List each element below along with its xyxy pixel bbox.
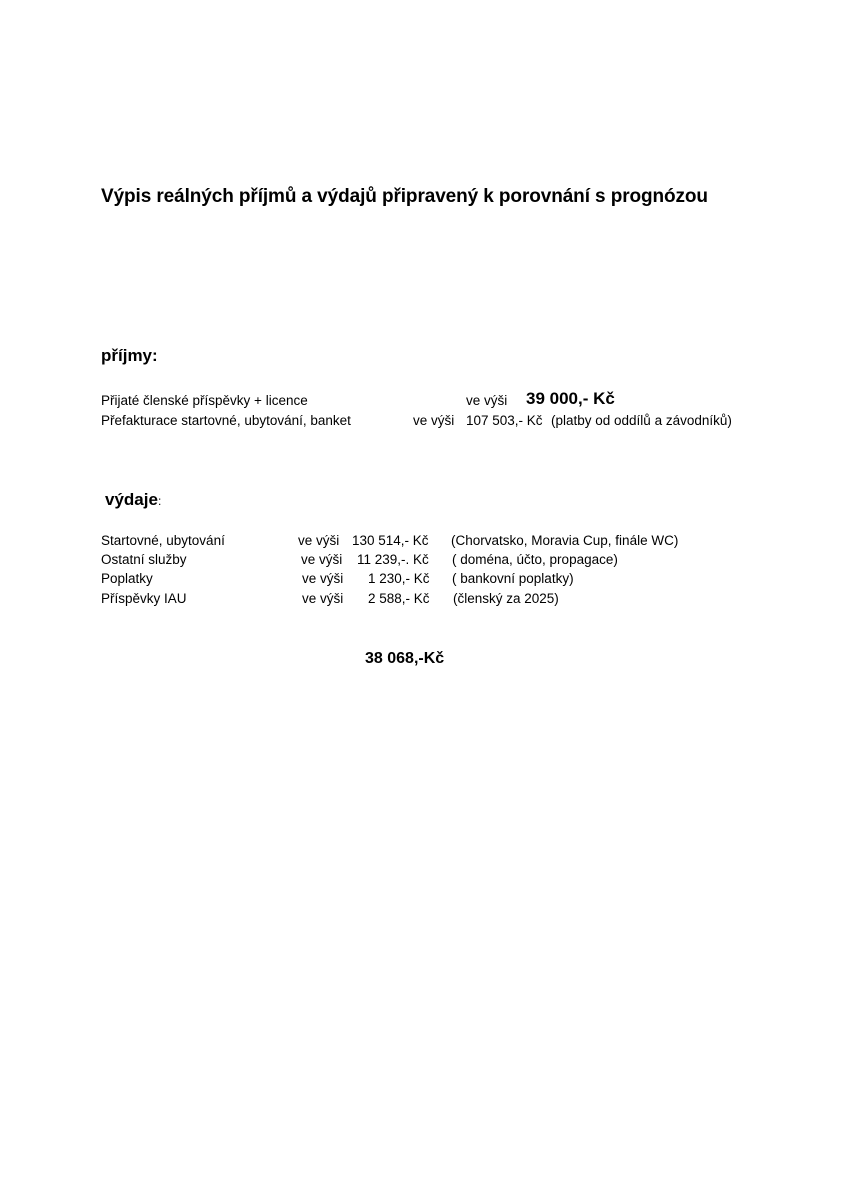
expense-prefix: ve výši bbox=[298, 533, 340, 548]
income-row bbox=[0, 411, 849, 431]
expense-label: Poplatky bbox=[101, 571, 153, 586]
expense-amount: 2 588,- Kč bbox=[368, 591, 430, 606]
income-row bbox=[0, 391, 849, 411]
income-amount: 39 000,- Kč bbox=[526, 389, 615, 408]
expense-note: (Chorvatsko, Moravia Cup, finále WC) bbox=[451, 533, 679, 548]
expense-prefix: ve výši bbox=[302, 591, 344, 606]
income-heading: příjmy: bbox=[101, 346, 158, 365]
expense-label: Startovné, ubytování bbox=[101, 533, 225, 548]
expense-label: Příspěvky IAU bbox=[101, 591, 187, 606]
income-label: Přijaté členské příspěvky + licence bbox=[101, 393, 308, 408]
expense-amount: 1 230,- Kč bbox=[368, 571, 430, 586]
expense-amount: 11 239,-. Kč bbox=[357, 552, 429, 567]
expense-amount: 130 514,- Kč bbox=[352, 533, 429, 548]
income-prefix: ve výši bbox=[413, 413, 455, 428]
expense-row bbox=[0, 589, 849, 609]
expenses-heading-colon: : bbox=[157, 494, 162, 508]
expense-note: (členský za 2025) bbox=[453, 591, 559, 606]
expense-row bbox=[0, 569, 849, 589]
expense-note: ( bankovní poplatky) bbox=[452, 571, 574, 586]
expenses-heading-text: výdaje bbox=[105, 490, 158, 509]
expense-label: Ostatní služby bbox=[101, 552, 187, 567]
income-note: (platby od oddílů a závodníků) bbox=[551, 413, 732, 428]
expense-row bbox=[0, 550, 849, 570]
expense-row bbox=[0, 531, 849, 551]
total-balance: 38 068,-Kč bbox=[365, 650, 445, 667]
page-title: Výpis reálných příjmů a výdajů připravený k porovnání s prognózou bbox=[101, 186, 708, 207]
expense-prefix: ve výši bbox=[301, 552, 343, 567]
income-amount: 107 503,- Kč bbox=[466, 413, 543, 428]
income-prefix: ve výši bbox=[466, 393, 508, 408]
expenses-heading bbox=[105, 490, 161, 510]
expense-prefix: ve výši bbox=[302, 571, 344, 586]
expense-note: ( doména, účto, propagace) bbox=[452, 552, 618, 567]
income-label: Přefakturace startovné, ubytování, banket bbox=[101, 413, 351, 428]
